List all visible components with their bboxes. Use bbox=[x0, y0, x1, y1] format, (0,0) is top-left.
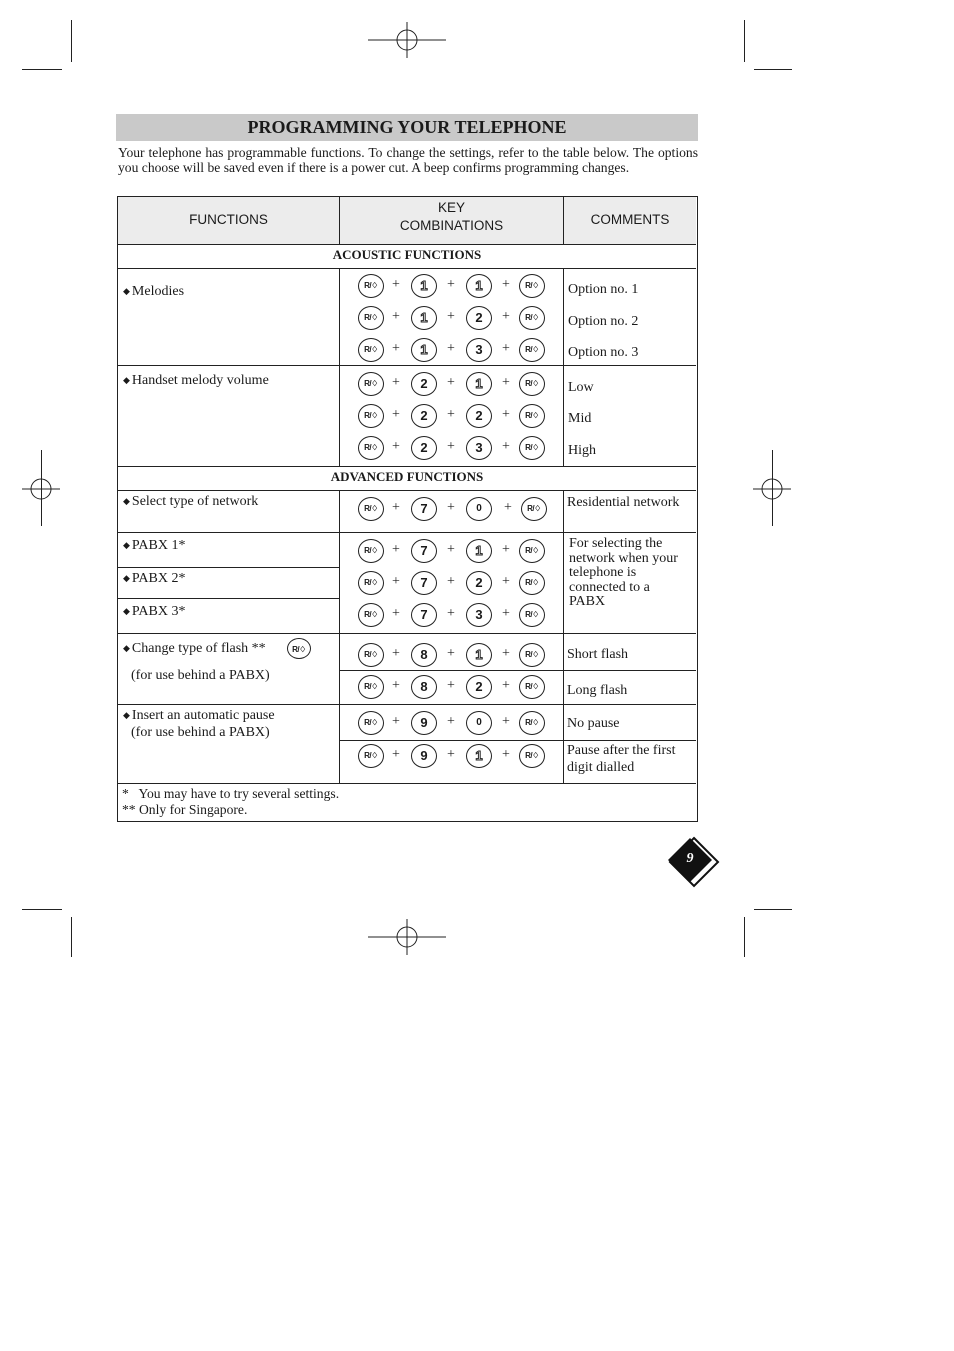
digit-key-icon: 8 bbox=[411, 675, 437, 699]
plus-sign: + bbox=[447, 646, 455, 661]
r-key-icon: R/♢ bbox=[358, 675, 384, 699]
footnote: ** Only for Singapore. bbox=[122, 802, 248, 817]
column-header-comments: COMMENTS bbox=[590, 212, 670, 227]
digit-key-icon: 2 bbox=[466, 571, 492, 595]
r-key-icon: R/♢ bbox=[519, 338, 545, 362]
r-key-icon: R/♢ bbox=[519, 643, 545, 667]
bullet-icon: ◆ bbox=[123, 710, 130, 720]
bullet-icon: ◆ bbox=[123, 375, 130, 385]
plus-sign: + bbox=[392, 678, 400, 693]
bullet-icon: ◆ bbox=[123, 286, 130, 296]
comment: Residential network bbox=[567, 495, 680, 510]
key-combination bbox=[358, 274, 563, 300]
digit-key-icon: 1 bbox=[466, 372, 492, 396]
comment-line: digit dialled bbox=[567, 760, 635, 775]
plus-sign: + bbox=[447, 500, 455, 515]
crop-mark bbox=[22, 909, 62, 910]
plus-sign: + bbox=[502, 646, 510, 661]
digit-key-icon: 3 bbox=[466, 603, 492, 627]
r-key-icon: R/♢ bbox=[358, 643, 384, 667]
key-combination bbox=[358, 306, 563, 332]
digit-key-icon: 1 bbox=[466, 744, 492, 768]
r-key-icon: R/♢ bbox=[358, 539, 384, 563]
function-label: Melodies bbox=[131, 284, 185, 299]
comment-line: connected to a bbox=[569, 579, 650, 595]
r-key-icon: R/♢ bbox=[519, 372, 545, 396]
intro-paragraph: Your telephone has programmable functions. To change the settings, refer to the table below. The options you choose will be saved even if there is a power cut. A beep confirms programming changes. bbox=[118, 145, 698, 175]
section-heading-advanced: ADVANCED FUNCTIONS bbox=[330, 469, 484, 484]
r-key-icon: R/♢ bbox=[358, 436, 384, 460]
plus-sign: + bbox=[447, 714, 455, 729]
plus-sign: + bbox=[392, 747, 400, 762]
comment: Option no. 3 bbox=[568, 345, 639, 360]
key-combination bbox=[358, 372, 563, 398]
digit-key-icon: 2 bbox=[411, 404, 437, 428]
key-combination bbox=[358, 744, 563, 770]
r-key-icon: R/♢ bbox=[519, 571, 545, 595]
r-key-icon: R/♢ bbox=[521, 497, 547, 521]
r-key-icon: R/♢ bbox=[358, 338, 384, 362]
key-combination bbox=[358, 497, 563, 523]
comment-line: For selecting the bbox=[569, 536, 663, 551]
function-label: Select type of network bbox=[131, 494, 259, 509]
plus-sign: + bbox=[392, 407, 400, 422]
plus-sign: + bbox=[392, 542, 400, 557]
comment: Option no. 1 bbox=[568, 282, 639, 297]
digit-key-icon: 2 bbox=[411, 436, 437, 460]
r-key-icon: R/♢ bbox=[358, 372, 384, 396]
r-key-icon: R/♢ bbox=[519, 675, 545, 699]
registration-mark-right bbox=[753, 470, 791, 508]
crop-mark bbox=[71, 917, 72, 957]
r-key-icon: R/♢ bbox=[358, 711, 384, 735]
plus-sign: + bbox=[392, 606, 400, 621]
column-header-key-combinations bbox=[340, 200, 563, 234]
registration-mark-top bbox=[368, 22, 446, 58]
digit-key-icon: 0 bbox=[466, 497, 492, 521]
plus-sign: + bbox=[502, 309, 510, 324]
plus-sign: + bbox=[502, 606, 510, 621]
plus-sign: + bbox=[392, 439, 400, 454]
digit-key-icon: 8 bbox=[411, 643, 437, 667]
digit-key-icon: 2 bbox=[466, 306, 492, 330]
function-network-type bbox=[123, 494, 258, 509]
registration-mark-bottom bbox=[368, 919, 446, 955]
function-label: PABX 1* bbox=[131, 538, 186, 553]
digit-key-icon: 3 bbox=[466, 436, 492, 460]
key-combination bbox=[358, 603, 563, 629]
comment-line: Pause after the first bbox=[567, 743, 676, 758]
comment: Long flash bbox=[567, 683, 628, 698]
crop-mark bbox=[754, 909, 792, 910]
digit-key-icon: 2 bbox=[466, 675, 492, 699]
plus-sign: + bbox=[447, 375, 455, 390]
digit-key-icon: 7 bbox=[411, 539, 437, 563]
digit-key-icon: 2 bbox=[411, 372, 437, 396]
function-label: Handset melody volume bbox=[131, 373, 269, 388]
bullet-icon: ◆ bbox=[123, 606, 130, 616]
key-combination bbox=[358, 404, 563, 430]
key-combination bbox=[358, 711, 563, 737]
comment-pabx bbox=[569, 537, 678, 610]
plus-sign: + bbox=[447, 747, 455, 762]
plus-sign: + bbox=[502, 678, 510, 693]
function-pause-note: (for use behind a PABX) bbox=[131, 725, 270, 740]
r-key-icon: R/♢ bbox=[358, 274, 384, 298]
key-combination bbox=[358, 436, 563, 462]
key-combination bbox=[358, 643, 563, 669]
function-pabx-1 bbox=[123, 538, 185, 553]
plus-sign: + bbox=[447, 439, 455, 454]
key-combination bbox=[358, 338, 563, 364]
bullet-icon: ◆ bbox=[123, 496, 130, 506]
plus-sign: + bbox=[392, 277, 400, 292]
plus-sign: + bbox=[502, 439, 510, 454]
plus-sign: + bbox=[447, 678, 455, 693]
r-key-icon: R/♢ bbox=[519, 603, 545, 627]
crop-mark bbox=[71, 20, 72, 62]
crop-mark bbox=[744, 20, 745, 62]
r-key-icon: R/♢ bbox=[358, 404, 384, 428]
r-key-icon: R/♢ bbox=[358, 497, 384, 521]
digit-key-icon: 1 bbox=[466, 643, 492, 667]
digit-key-icon: 1 bbox=[411, 338, 437, 362]
crop-mark bbox=[754, 69, 792, 70]
comment: No pause bbox=[567, 716, 620, 731]
comment: Option no. 2 bbox=[568, 314, 639, 329]
bullet-icon: ◆ bbox=[123, 643, 130, 653]
digit-key-icon: 9 bbox=[411, 711, 437, 735]
plus-sign: + bbox=[392, 309, 400, 324]
digit-key-icon: 1 bbox=[466, 539, 492, 563]
function-pause bbox=[123, 708, 275, 723]
digit-key-icon: 2 bbox=[466, 404, 492, 428]
page-number: 9 bbox=[686, 851, 694, 866]
digit-key-icon: 7 bbox=[411, 497, 437, 521]
digit-key-icon: 1 bbox=[411, 306, 437, 330]
comment: Low bbox=[568, 380, 594, 395]
comment: Short flash bbox=[567, 647, 629, 662]
function-pabx-2 bbox=[123, 571, 185, 586]
digit-key-icon: 7 bbox=[411, 571, 437, 595]
registration-mark-left bbox=[22, 470, 60, 508]
key-combination bbox=[358, 539, 563, 565]
r-key-icon: R/♢ bbox=[358, 744, 384, 768]
digit-key-icon: 3 bbox=[466, 338, 492, 362]
r-key-icon: R/♢ bbox=[287, 638, 311, 659]
plus-sign: + bbox=[447, 341, 455, 356]
comment: High bbox=[568, 443, 596, 458]
plus-sign: + bbox=[502, 714, 510, 729]
digit-key-icon: 9 bbox=[411, 744, 437, 768]
function-label: PABX 3* bbox=[131, 604, 186, 619]
r-key-icon: R/♢ bbox=[519, 539, 545, 563]
plus-sign: + bbox=[447, 574, 455, 589]
function-melodies bbox=[123, 284, 184, 299]
r-key-icon: R/♢ bbox=[519, 436, 545, 460]
plus-sign: + bbox=[392, 375, 400, 390]
digit-key-icon: 0 bbox=[466, 711, 492, 735]
digit-key-icon: 7 bbox=[411, 603, 437, 627]
r-key-icon: R/♢ bbox=[519, 404, 545, 428]
bullet-icon: ◆ bbox=[123, 573, 130, 583]
function-flash-type bbox=[123, 641, 306, 656]
section-heading-acoustic: ACOUSTIC FUNCTIONS bbox=[332, 247, 482, 262]
plus-sign: + bbox=[447, 277, 455, 292]
function-flash-note: (for use behind a PABX) bbox=[131, 668, 270, 683]
plus-sign: + bbox=[502, 277, 510, 292]
plus-sign: + bbox=[392, 646, 400, 661]
plus-sign: + bbox=[502, 747, 510, 762]
function-label: Insert an automatic pause bbox=[131, 708, 275, 723]
comment bbox=[567, 742, 675, 776]
r-key-icon: R/♢ bbox=[358, 603, 384, 627]
plus-sign: + bbox=[502, 375, 510, 390]
r-key-icon: R/♢ bbox=[519, 711, 545, 735]
page-number-badge bbox=[668, 836, 720, 888]
plus-sign: + bbox=[392, 714, 400, 729]
column-header-key-line1: KEY bbox=[437, 200, 465, 215]
r-key-icon: R/♢ bbox=[519, 306, 545, 330]
function-label: Change type of flash ** bbox=[131, 641, 266, 656]
bullet-icon: ◆ bbox=[123, 540, 130, 550]
plus-sign: + bbox=[447, 606, 455, 621]
crop-mark bbox=[22, 69, 62, 70]
plus-sign: + bbox=[392, 341, 400, 356]
column-header-key-line2: COMBINATIONS bbox=[399, 218, 504, 233]
comment-line: telephone is bbox=[569, 565, 637, 580]
plus-sign: + bbox=[392, 500, 400, 515]
function-pabx-3 bbox=[123, 604, 185, 619]
footnote: * You may have to try several settings. bbox=[122, 786, 340, 801]
key-combination bbox=[358, 571, 563, 597]
plus-sign: + bbox=[502, 407, 510, 422]
function-handset-volume bbox=[123, 373, 269, 388]
r-key-icon: R/♢ bbox=[358, 571, 384, 595]
plus-sign: + bbox=[502, 574, 510, 589]
function-label: PABX 2* bbox=[131, 571, 186, 586]
plus-sign: + bbox=[392, 574, 400, 589]
plus-sign: + bbox=[502, 341, 510, 356]
plus-sign: + bbox=[447, 309, 455, 324]
digit-key-icon: 1 bbox=[466, 274, 492, 298]
key-combination bbox=[358, 675, 563, 701]
r-key-icon: R/♢ bbox=[358, 306, 384, 330]
programming-table bbox=[117, 196, 698, 822]
plus-sign: + bbox=[504, 500, 512, 515]
r-key-icon: R/♢ bbox=[519, 274, 545, 298]
digit-key-icon: 1 bbox=[411, 274, 437, 298]
plus-sign: + bbox=[447, 542, 455, 557]
crop-mark bbox=[744, 917, 745, 957]
plus-sign: + bbox=[502, 542, 510, 557]
comment-line: PABX bbox=[569, 594, 606, 609]
plus-sign: + bbox=[447, 407, 455, 422]
page-title: PROGRAMMING YOUR TELEPHONE bbox=[116, 114, 698, 141]
column-header-functions: FUNCTIONS bbox=[189, 212, 268, 227]
r-key-icon: R/♢ bbox=[519, 744, 545, 768]
comment: Mid bbox=[568, 411, 592, 426]
comment-line: network when your bbox=[569, 550, 678, 566]
